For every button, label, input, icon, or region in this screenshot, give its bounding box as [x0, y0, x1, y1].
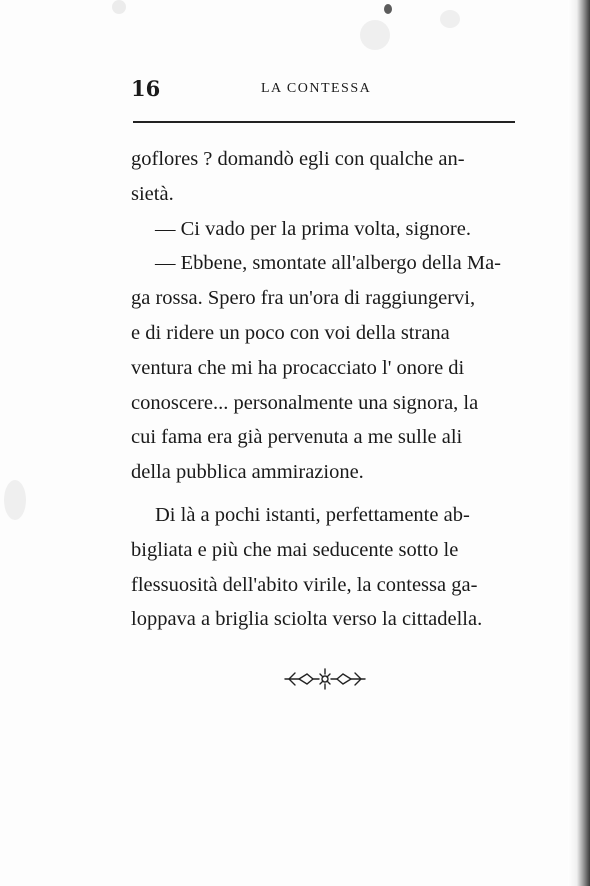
text-line: goflores ? domandò egli con qualche an-	[131, 148, 465, 170]
text-line: ga rossa. Spero fra un'ora di raggiungervi,	[131, 287, 476, 310]
text-line: ventura che mi ha procacciato l' onore di	[131, 356, 465, 379]
text-line: sietà.	[131, 182, 174, 205]
text-line: loppava a briglia sciolta verso la cittadella.	[131, 608, 483, 631]
text-line: bigliata e più che mai seducente sotto le	[131, 538, 459, 561]
running-title: LA CONTESSA	[261, 81, 372, 96]
page-number: 16	[131, 76, 161, 101]
body-text	[131, 142, 516, 637]
ink-speck	[4, 480, 26, 520]
text-line: e di ridere un poco con voi della strana	[131, 321, 450, 344]
text-line: — Ci vado per la prima volta, signore.	[155, 217, 471, 240]
ink-speck	[440, 10, 460, 28]
header-rule	[133, 121, 515, 123]
ink-speck	[384, 4, 392, 14]
text-line: conoscere... personalmente una signora, la	[131, 391, 479, 414]
floral-ornament-icon	[283, 666, 367, 692]
text-line: Di là a pochi istanti, perfettamente ab-	[155, 503, 470, 526]
page-spine-edge	[568, 0, 590, 886]
text-line: della pubblica ammirazione.	[131, 461, 364, 484]
text-line: cui fama era già pervenuta a me sulle ali	[131, 426, 463, 449]
page-header	[131, 76, 515, 102]
ink-speck	[112, 0, 126, 14]
text-line: flessuosità dell'abito virile, la contessa ga-	[131, 573, 478, 596]
ink-speck	[360, 20, 390, 50]
text-line: — Ebbene, smontate all'albergo della Ma-	[155, 252, 502, 275]
